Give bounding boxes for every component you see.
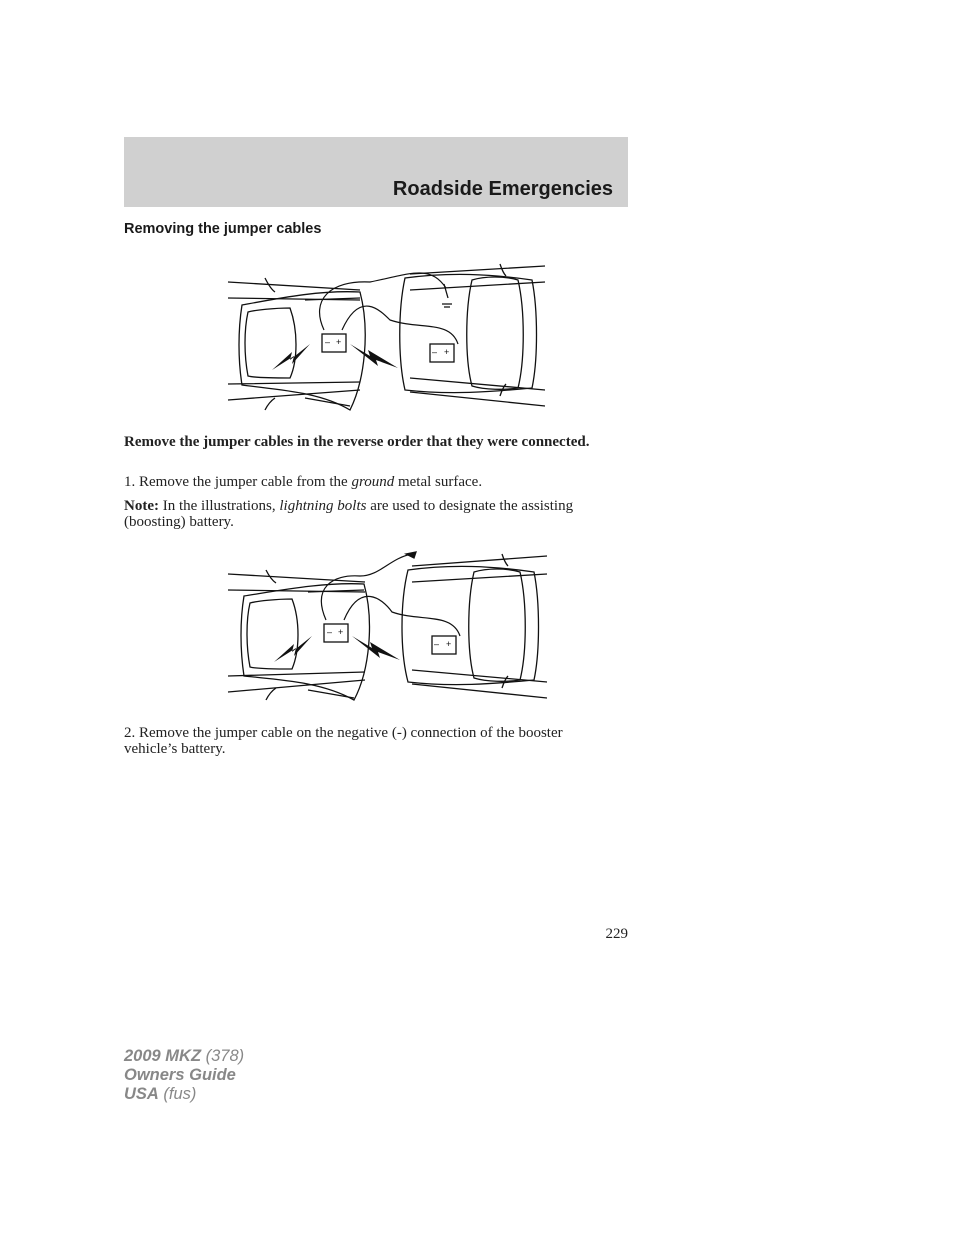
footer-model-code: (378) [201,1047,245,1065]
battery-minus-label: – [327,627,333,637]
lightning-bolt-icon [352,636,400,660]
step-1 [124,474,604,490]
page-number: 229 [605,926,628,942]
step-1-prefix: 1. Remove the jumper cable from the [124,474,352,490]
footer-model-info [124,1047,244,1104]
section-title: Removing the jumper cables [124,221,322,237]
cable-clamp-icon [406,552,416,558]
note-prefix: In the illustrations, [158,498,280,514]
footer-guide: Owners Guide [124,1066,236,1084]
jumper-cable-illustration-2 [220,548,560,708]
step-2: 2. Remove the jumper cable on the negative (-) connection of the booster vehicle’s battery. [124,725,563,757]
lightning-bolt-icon [274,636,312,662]
assisted-car-outline [400,264,545,406]
battery-minus-label: – [432,347,438,357]
step-1-suffix: metal surface. [394,474,483,490]
footer-region-code: (fus) [158,1085,197,1103]
battery-plus-label: + [444,347,450,357]
lightning-bolt-icon [272,344,310,370]
jumper-cable-illustration-1 [220,260,560,420]
jumper-cable [320,273,446,330]
footer-region: USA [124,1085,159,1103]
page-header-title: Roadside Emergencies [392,178,613,200]
footer-line-3 [124,1085,244,1104]
note-label: Note: [124,498,159,514]
assisted-car-outline [402,554,547,698]
step-1-ground: ground [351,474,395,490]
battery-minus-label: – [325,337,331,347]
footer-line-2 [124,1066,244,1085]
reverse-order-instruction: Remove the jumper cables in the reverse order that they were connected. [124,434,590,450]
battery-plus-label: + [338,627,344,637]
footer-model: 2009 MKZ [124,1047,202,1065]
note-paragraph [124,498,604,530]
note-suffix: are used to designate the assisting (boosting) battery. [124,498,574,530]
jumper-cable [321,554,412,620]
battery-minus-label: – [434,639,440,649]
battery-plus-label: + [336,337,342,347]
battery-plus-label: + [446,639,452,649]
lightning-bolt-icon [350,344,398,368]
header-band [124,137,628,207]
note-lightning-bolts: lightning bolts [279,498,367,514]
footer-line-1 [124,1047,244,1066]
